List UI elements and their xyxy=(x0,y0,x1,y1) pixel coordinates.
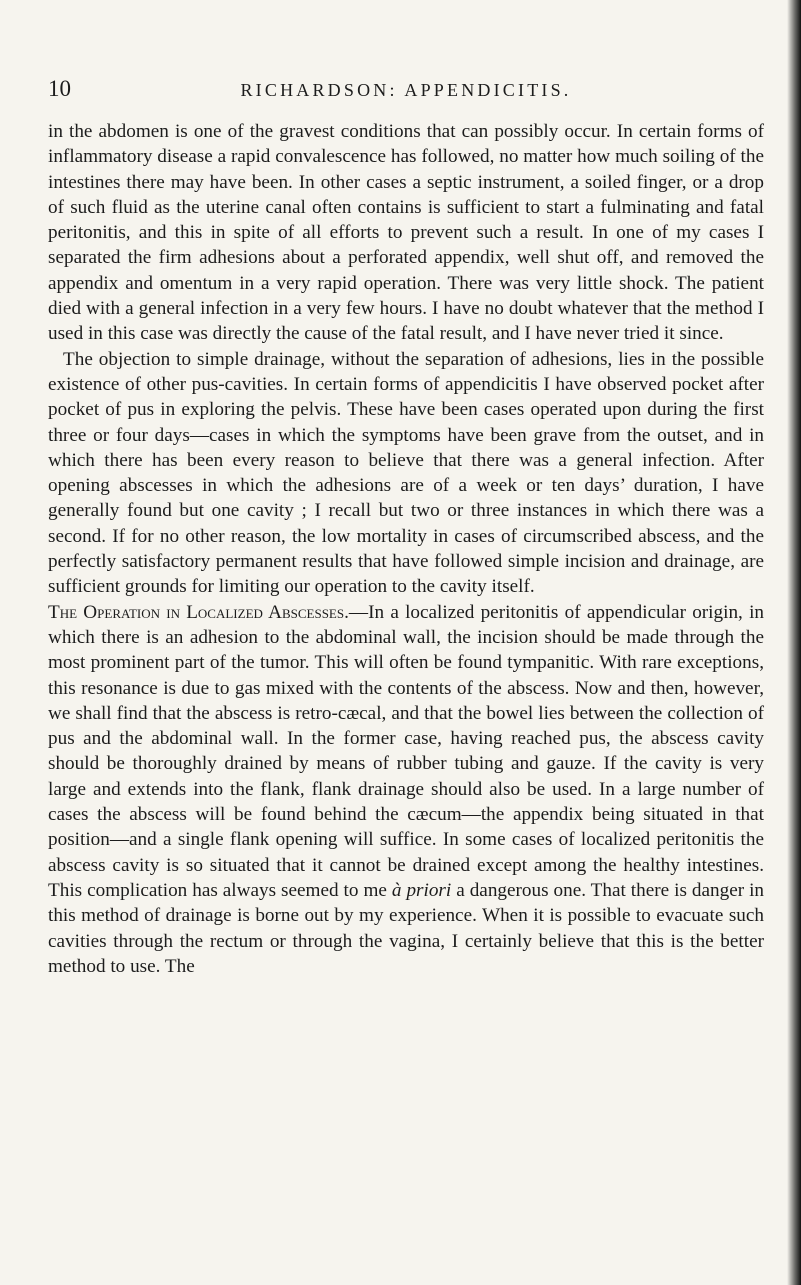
paragraph-3-text: —In a localized peritonitis of appendicular origin, in which there is an adhesion to the abdominal wall, the incision should be made through the most prominent part of the tumor. This will often be found tympanitic. With rare exceptions, this resonance is due to gas mixed with the contents of the abscess. Now and then, however, we shall find that the abscess is retro-cæcal, and that the bowel lies between the collection of pus and the abdominal wall. In the former case, having reached pus, the abscess cavity should be thoroughly drained by means of rubber tubing and gauze. If the cavity is very large and extends into the flank, flank drainage should also be used. In a large number of cases the abscess will be found behind the cæcum—the appendix being situated in that position—and a single flank opening will suffice. In some cases of localized peritonitis the abscess cavity is so situated that it cannot be drained except among the healthy intestines. This complication has always seemed to me xyxy=(48,601,765,901)
page-number: 10 xyxy=(48,76,71,101)
running-head: RICHARDSON: APPENDICITIS. xyxy=(240,80,572,100)
paragraph-2: The objection to simple drainage, without the separation of adhesions, lies in the possible existence of other pus-cavities. In certain forms of appendicitis I have observed pocket after pocket of pus in exploring the pelvis. These have been cases operated upon during the first three or four days—cases in which the symptoms have been grave from the outset, and in which there has been every reason to believe that there was a general infection. After opening abscesses in which the adhesions are of a week or ten days’ duration, I have generally found but one cavity ; I recall but two or three instances in which there was a second. If for no other reason, the low mortality in cases of circumscribed abscess, and the perfectly satisfactory permanent results that have followed simple incision and drainage, are sufficient grounds for limiting our operation to the cavity itself. xyxy=(48,348,764,598)
page-header xyxy=(48,76,764,102)
section-heading: The Operation in Localized Abscesses. xyxy=(48,601,349,623)
paragraph-1: in the abdomen is one of the gravest conditions that can possibly occur. In certain forms of inflammatory disease a rapid convalescence has followed, no matter how much soiling of the intestines there may have been. In other cases a septic instrument, a soiled finger, or a drop of such fluid as the uterine canal often contains is sufficient to start a fulminating and fatal peritonitis, and this in spite of all efforts to prevent such a result. In one of my cases I separated the firm adhesions about a perforated appendix, well shut off, and removed the appendix and omentum in a very rapid operation. There was very little shock. The patient died with a general infection in a very few hours. I have no doubt whatever that the method I used in this case was directly the cause of the fatal result, and I have never tried it since. xyxy=(48,121,764,345)
body-text xyxy=(48,119,764,979)
paragraph-3 xyxy=(48,600,764,979)
paragraph-3-end: a dangerous one. That there is danger in this method of drainage is borne out by my experience. When it is possible to evacuate such cavities through the rectum or through the vagina, I certainly believe that this is the better method to use. The xyxy=(48,879,765,977)
page-edge-shadow xyxy=(787,0,801,1285)
italic-phrase: à priori xyxy=(391,879,452,901)
